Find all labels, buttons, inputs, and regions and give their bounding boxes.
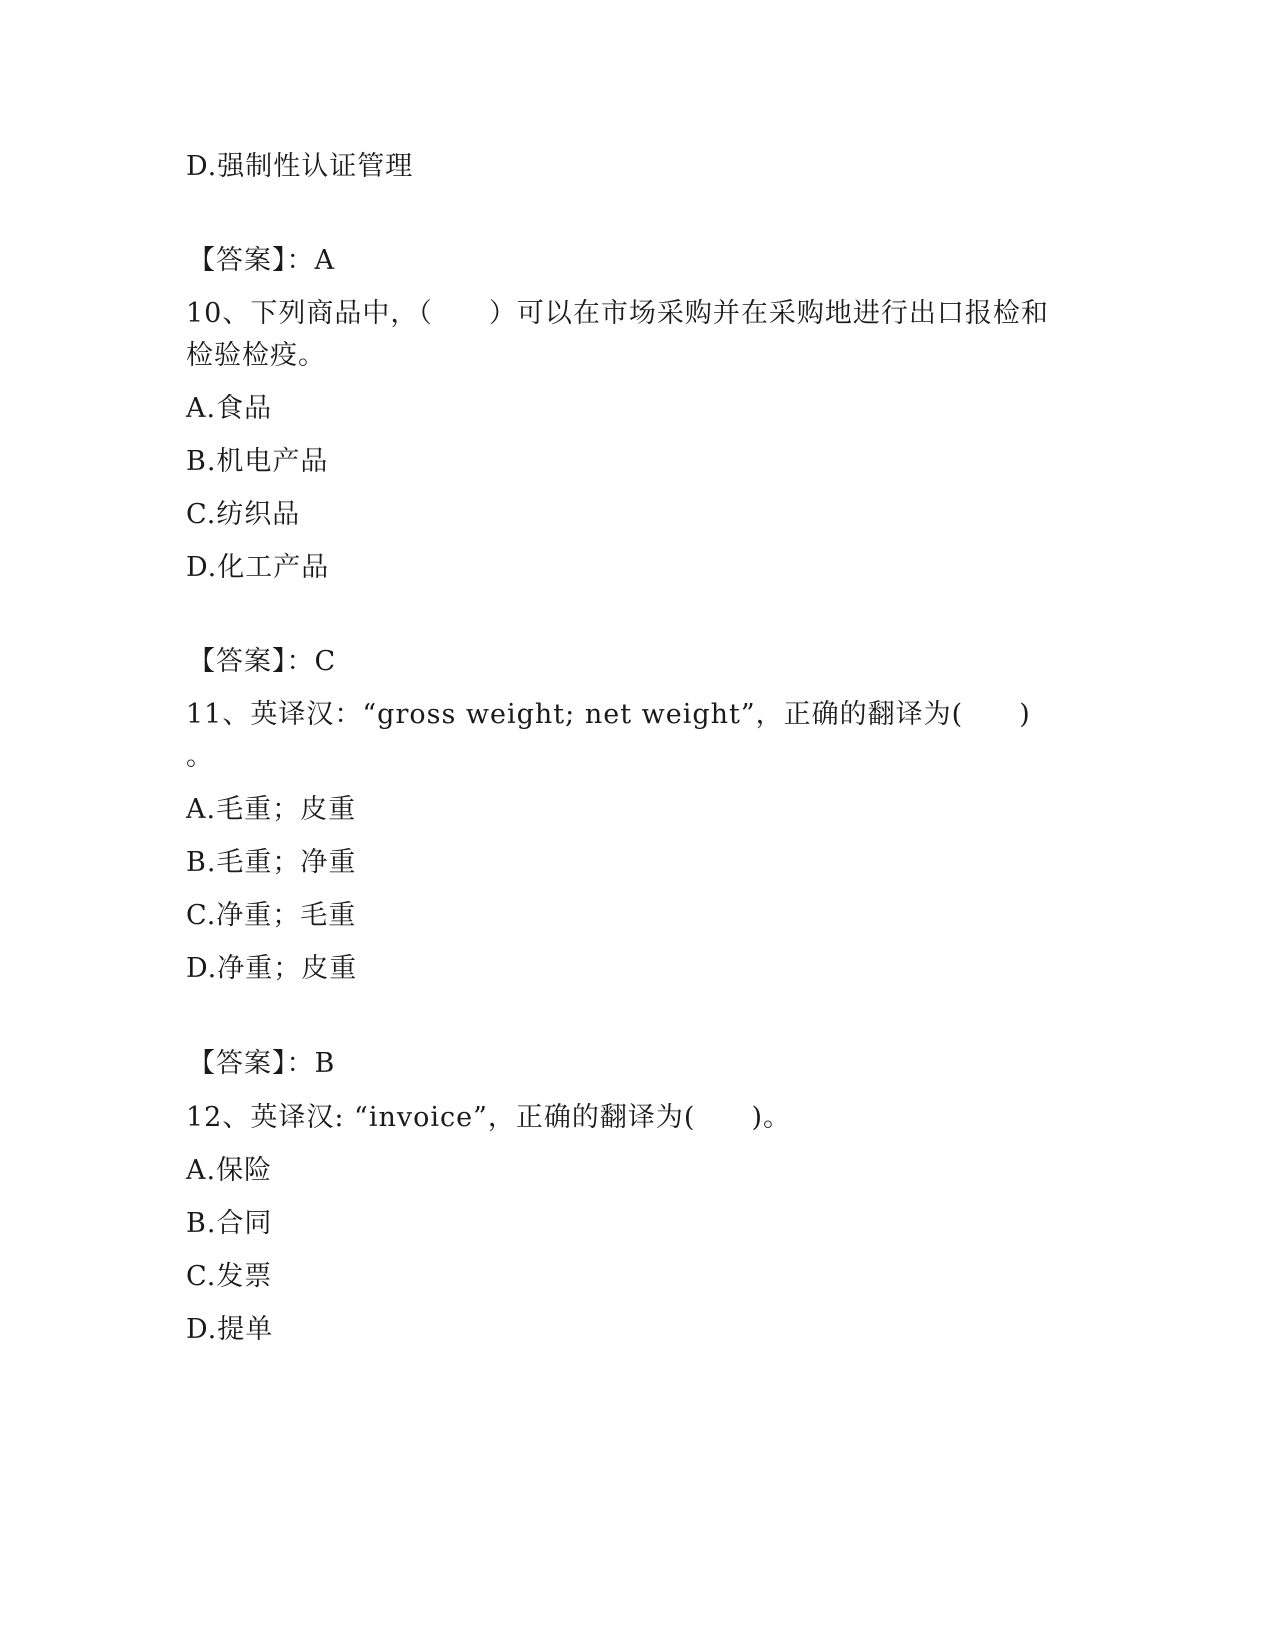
question-stem: 12、英译汉: “invoice”，正确的翻译为( )。 (186, 1102, 791, 1133)
option-d: D.强制性认证管理 (186, 151, 414, 182)
question-stem-continued: 检验检疫。 (186, 340, 326, 371)
option-d: D.提单 (186, 1314, 274, 1345)
option-d: D.化工产品 (186, 552, 330, 583)
option-b: B.合同 (186, 1208, 273, 1239)
option-c: C.纺织品 (186, 499, 301, 530)
answer-label: 【答案】：C (188, 646, 337, 677)
option-b: B.机电产品 (186, 446, 329, 477)
option-c: C.发票 (186, 1261, 273, 1292)
question-stem-continued: 。 (186, 741, 214, 772)
option-a: A.食品 (186, 393, 273, 424)
option-a: A.保险 (186, 1155, 273, 1186)
option-a: A.毛重；皮重 (186, 794, 357, 825)
answer-label: 【答案】：B (188, 1048, 336, 1079)
option-d: D.净重；皮重 (186, 953, 358, 984)
option-c: C.净重；毛重 (186, 900, 357, 931)
question-stem: 11、英译汉：“gross weight; net weight”，正确的翻译为( ) (186, 699, 1031, 730)
question-stem: 10、下列商品中，（ ）可以在市场采购并在采购地进行出口报检和 (186, 298, 1049, 329)
answer-label: 【答案】：A (188, 245, 335, 276)
option-b: B.毛重；净重 (186, 847, 357, 878)
